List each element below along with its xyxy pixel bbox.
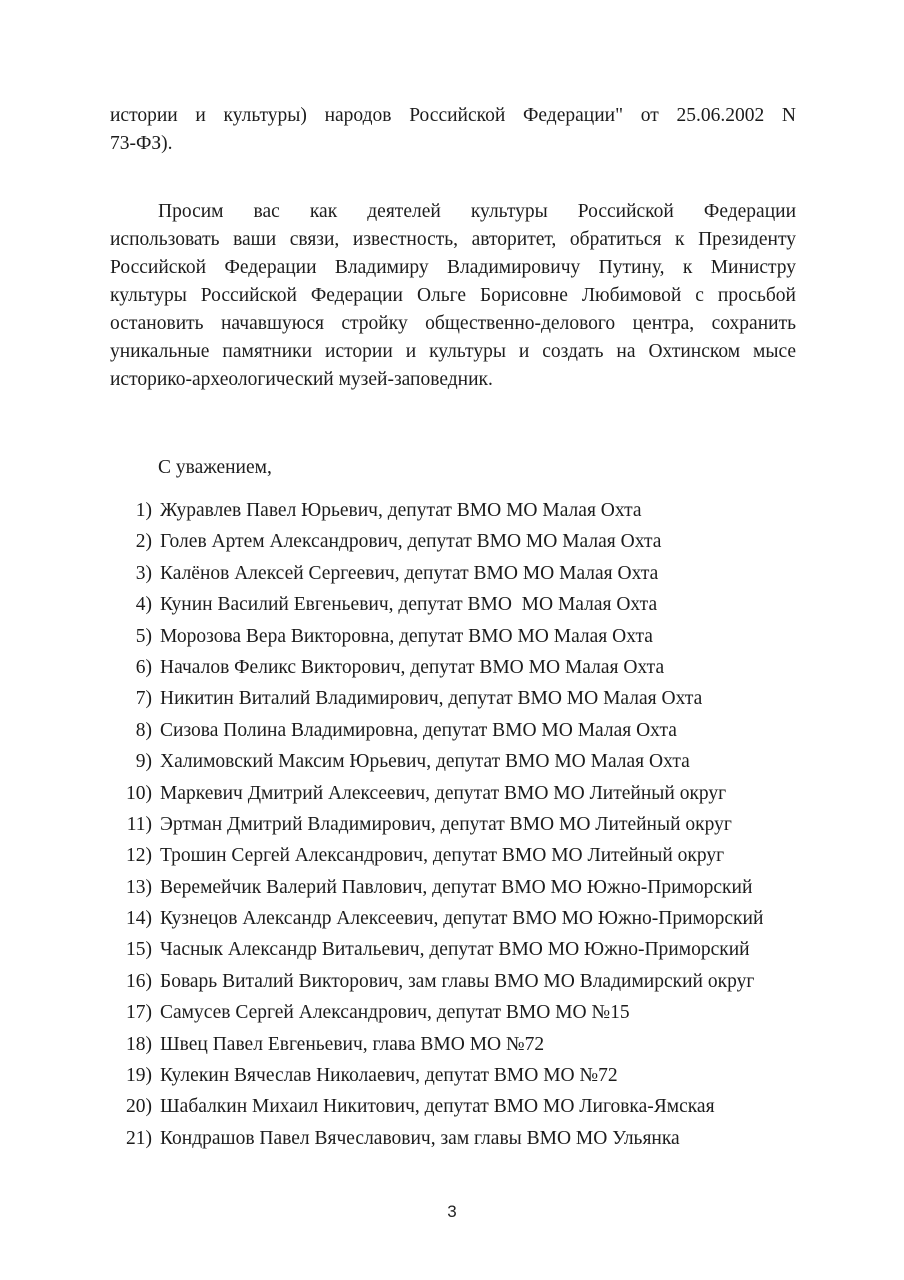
signatory-number: 18): [126, 1033, 152, 1055]
signatory-number: 4): [135, 594, 152, 616]
signatory-text: Халимовский Максим Юрьевич, депутат ВМО МО Малая Охта: [160, 751, 690, 773]
signatory-number: 6): [135, 656, 152, 678]
body-paragraphs: [110, 102, 796, 394]
signatory-text: Кондрашов Павел Вячеславович, зам главы ВМО МО Ульянка: [160, 1127, 680, 1149]
signatory-item: [110, 1031, 796, 1059]
signatory-text: Калёнов Алексей Сергеевич, депутат ВМО МО Малая Охта: [160, 562, 659, 584]
signatory-text: Кунин Василий Евгеньевич, депутат ВМО МО Малая Охта: [160, 594, 658, 616]
signatory-number: 20): [126, 1096, 152, 1118]
page-number: 3: [447, 1202, 457, 1221]
salutation: С уважением,: [158, 457, 272, 478]
signatory-text: Часнык Александр Витальевич, депутат ВМО МО Южно-Приморский: [160, 939, 750, 961]
signatory-item: [110, 1093, 796, 1121]
signatory-number: 10): [126, 782, 152, 804]
signatory-number: 12): [126, 845, 152, 867]
signatory-item: [110, 780, 796, 808]
signatory-number: 14): [126, 908, 152, 930]
signatory-text: Маркевич Дмитрий Алексеевич, депутат ВМО МО Литейный округ: [160, 782, 727, 804]
paragraph-line: историко-археологический музей-заповедник.: [110, 369, 493, 390]
signatory-number: 19): [126, 1065, 152, 1087]
paragraph: [110, 102, 796, 158]
signatory-text: Журавлев Павел Юрьевич, депутат ВМО МО Малая Охта: [160, 500, 642, 521]
signatory-text: Никитин Виталий Владимирович, депутат ВМО МО Малая Охта: [160, 688, 703, 710]
signatory-text: Сизова Полина Владимировна, депутат ВМО МО Малая Охта: [160, 719, 677, 741]
signatory-item: [110, 1062, 796, 1090]
signatory-item: [110, 717, 796, 745]
signatory-item: [110, 842, 796, 870]
signatory-number: 17): [126, 1002, 152, 1024]
paragraph-line: истории и культуры) народов Российской Федерации" от 25.06.2002 N: [110, 105, 796, 126]
signatory-number: 5): [135, 625, 152, 647]
signatory-number: 3): [135, 562, 152, 584]
signatory-item: [110, 623, 796, 651]
signatory-item: [110, 685, 796, 713]
signatory-item: [110, 497, 796, 525]
signatory-item: [110, 654, 796, 682]
paragraph-line: Российской Федерации Владимиру Владимировичу Путину, к Министру: [110, 257, 796, 278]
signatory-number: 8): [135, 719, 152, 741]
signatory-number: 21): [126, 1127, 152, 1149]
signatory-text: Кулекин Вячеслав Николаевич, депутат ВМО МО №72: [160, 1065, 618, 1087]
signatory-item: [110, 936, 796, 964]
signatory-text: Кузнецов Александр Алексеевич, депутат ВМО МО Южно-Приморский: [160, 908, 764, 930]
signatory-item: [110, 999, 796, 1027]
signatories-list: [110, 497, 796, 1153]
paragraph-line: использовать ваши связи, известность, авторитет, обратиться к Президенту: [110, 229, 796, 250]
signatory-text: Самусев Сергей Александрович, депутат ВМО МО №15: [160, 1002, 630, 1024]
signatory-number: 1): [135, 500, 152, 521]
signatory-text: Швец Павел Евгеньевич, глава ВМО МО №72: [160, 1033, 545, 1055]
signatory-item: [110, 748, 796, 776]
paragraph-line: Просим вас как деятелей культуры Российской Федерации: [158, 201, 796, 222]
signatory-text: Голев Артем Александрович, депутат ВМО МО Малая Охта: [160, 531, 662, 553]
signatory-item: [110, 560, 796, 588]
signatory-item: [110, 1125, 796, 1153]
paragraph: [110, 198, 796, 394]
signatory-number: 2): [135, 531, 152, 553]
signatory-number: 13): [126, 876, 152, 898]
paragraph-line: 73-ФЗ).: [110, 133, 173, 154]
paragraph-line: культуры Российской Федерации Ольге Борисовне Любимовой с просьбой: [110, 285, 796, 306]
signatory-number: 15): [126, 939, 152, 961]
signatory-text: Эртман Дмитрий Владимирович, депутат ВМО МО Литейный округ: [160, 813, 732, 835]
signatory-text: Началов Феликс Викторович, депутат ВМО МО Малая Охта: [160, 656, 665, 678]
signatory-number: 16): [126, 970, 152, 992]
signatory-text: Веремейчик Валерий Павлович, депутат ВМО МО Южно-Приморский: [160, 876, 753, 898]
signatory-text: Шабалкин Михаил Никитович, депутат ВМО МО Лиговка-Ямская: [160, 1096, 715, 1118]
signatory-item: [110, 968, 796, 996]
signatory-item: [110, 528, 796, 556]
signatory-text: Морозова Вера Викторовна, депутат ВМО МО Малая Охта: [160, 625, 653, 647]
signatory-item: [110, 591, 796, 619]
signatory-text: Трошин Сергей Александрович, депутат ВМО МО Литейный округ: [160, 845, 725, 867]
signatory-item: [110, 874, 796, 902]
signatory-item: [110, 905, 796, 933]
signatory-number: 11): [126, 813, 152, 835]
signatory-text: Боварь Виталий Викторович, зам главы ВМО МО Владимирский округ: [160, 970, 755, 992]
paragraph-line: остановить начавшуюся стройку общественно-делового центра, сохранить: [110, 313, 796, 334]
signatory-number: 9): [135, 751, 152, 773]
paragraph-line: уникальные памятники истории и культуры и создать на Охтинском мысе: [110, 341, 796, 362]
signatory-number: 7): [135, 688, 152, 710]
signatory-item: [110, 811, 796, 839]
